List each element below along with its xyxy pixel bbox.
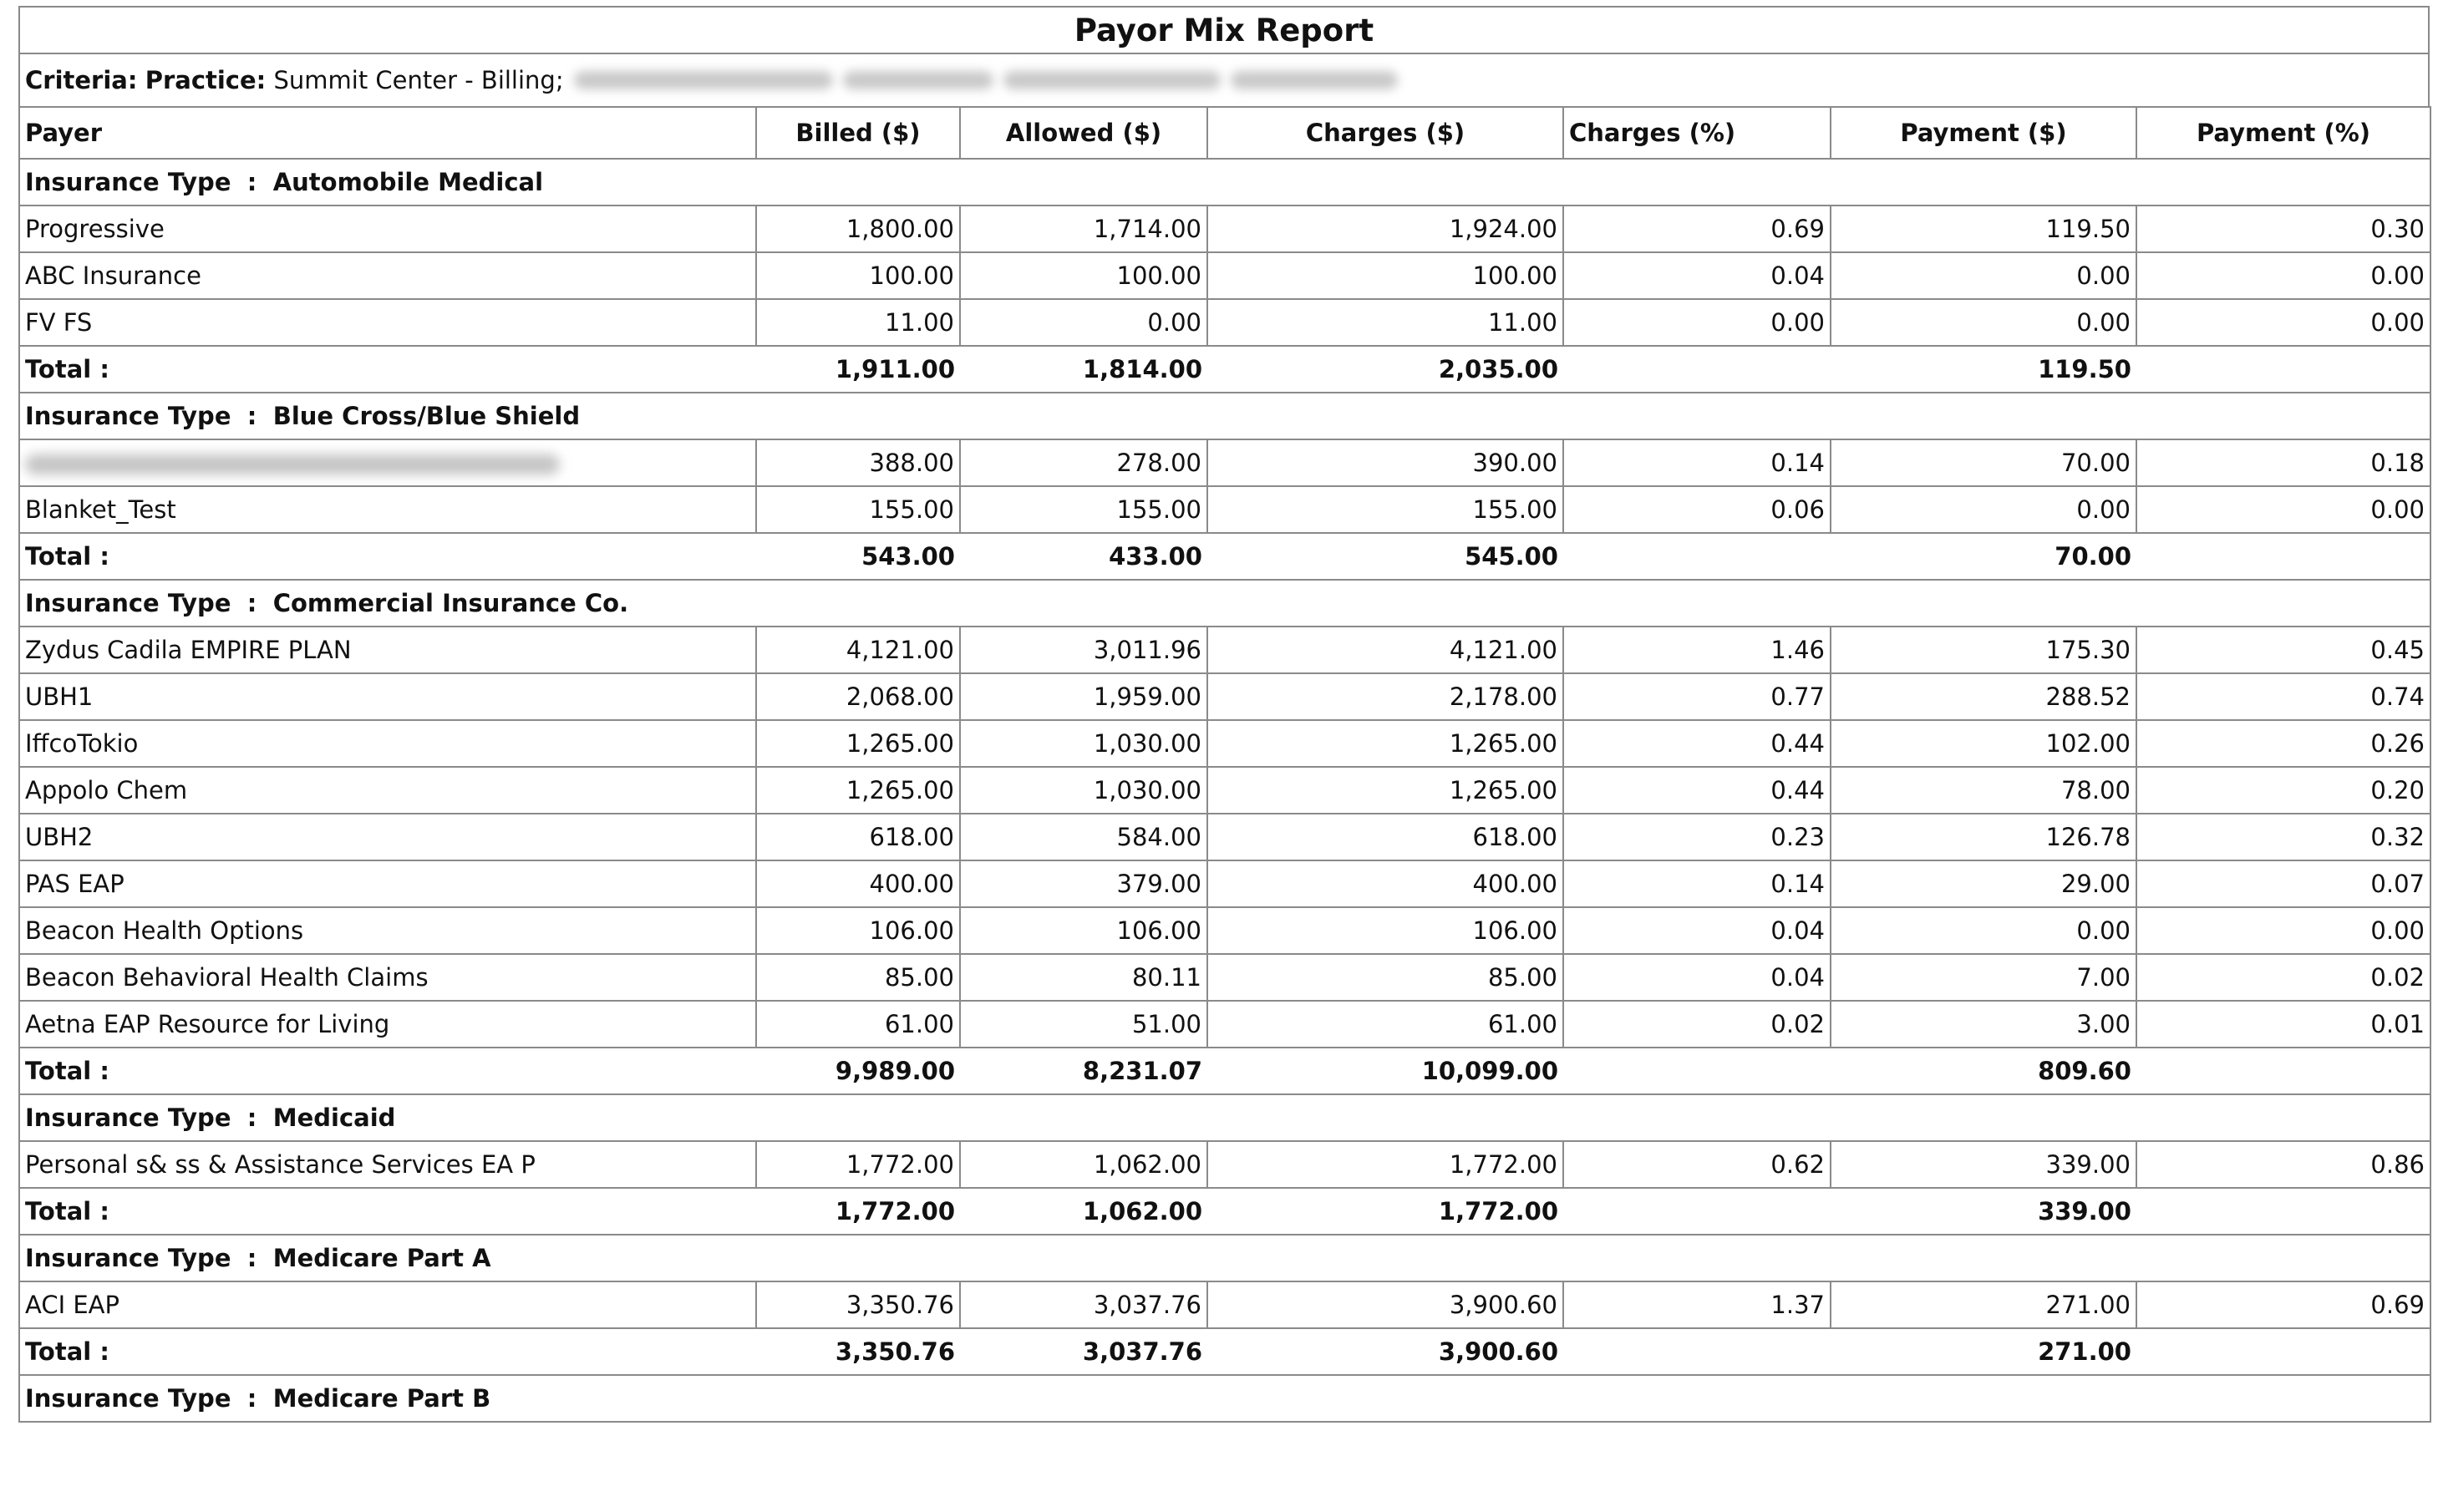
table-row bbox=[19, 1001, 2430, 1048]
payor-mix-report bbox=[18, 6, 2430, 1423]
allowed-cell: 1,714.00 bbox=[960, 205, 1207, 252]
billed-cell: 3,350.76 bbox=[756, 1281, 960, 1328]
payer-cell: Appolo Chem bbox=[19, 767, 756, 814]
allowed-cell: 584.00 bbox=[960, 814, 1207, 860]
total-row bbox=[19, 346, 2430, 393]
payer-cell: Zydus Cadila EMPIRE PLAN bbox=[19, 627, 756, 673]
group-header bbox=[19, 159, 2430, 205]
table-row bbox=[19, 205, 2430, 252]
col-header-payment[interactable]: Payment ($) bbox=[1831, 107, 2136, 159]
redacted-payer bbox=[25, 454, 560, 474]
payment-cell: 70.00 bbox=[1831, 439, 2136, 486]
allowed-cell: 379.00 bbox=[960, 860, 1207, 907]
total-billed-cell: 9,989.00 bbox=[756, 1048, 960, 1094]
payer-cell: FV FS bbox=[19, 299, 756, 346]
billed-cell: 618.00 bbox=[756, 814, 960, 860]
charges-cell: 3,900.60 bbox=[1207, 1281, 1563, 1328]
charges-pct-cell: 0.44 bbox=[1563, 767, 1831, 814]
group-header bbox=[19, 1235, 2430, 1281]
group-separator: : bbox=[246, 1384, 257, 1413]
billed-cell: 1,800.00 bbox=[756, 205, 960, 252]
payer-cell: Blanket_Test bbox=[19, 486, 756, 533]
charges-pct-cell: 0.77 bbox=[1563, 673, 1831, 720]
payment-cell: 3.00 bbox=[1831, 1001, 2136, 1048]
billed-cell: 388.00 bbox=[756, 439, 960, 486]
report-body bbox=[19, 159, 2430, 1422]
payor-mix-table bbox=[18, 106, 2431, 1423]
table-row bbox=[19, 299, 2430, 346]
charges-cell: 1,772.00 bbox=[1207, 1141, 1563, 1188]
table-row bbox=[19, 814, 2430, 860]
total-allowed-cell: 1,814.00 bbox=[960, 346, 1207, 393]
group-header-row bbox=[19, 1094, 2430, 1141]
payer-cell: Beacon Behavioral Health Claims bbox=[19, 954, 756, 1001]
criteria-label: Criteria: bbox=[25, 66, 138, 94]
total-empty-cell bbox=[2136, 533, 2430, 580]
table-row bbox=[19, 673, 2430, 720]
payment-pct-cell: 0.07 bbox=[2136, 860, 2430, 907]
charges-cell: 1,265.00 bbox=[1207, 767, 1563, 814]
charges-cell: 1,924.00 bbox=[1207, 205, 1563, 252]
col-header-charges[interactable]: Charges ($) bbox=[1207, 107, 1563, 159]
total-label: Total : bbox=[19, 1048, 756, 1094]
total-allowed-cell: 8,231.07 bbox=[960, 1048, 1207, 1094]
charges-pct-cell: 0.06 bbox=[1563, 486, 1831, 533]
payer-cell: UBH1 bbox=[19, 673, 756, 720]
table-row bbox=[19, 860, 2430, 907]
total-billed-cell: 1,772.00 bbox=[756, 1188, 960, 1235]
total-billed-cell: 3,350.76 bbox=[756, 1328, 960, 1375]
total-empty-cell bbox=[2136, 1328, 2430, 1375]
billed-cell: 400.00 bbox=[756, 860, 960, 907]
allowed-cell: 100.00 bbox=[960, 252, 1207, 299]
payer-cell: ACI EAP bbox=[19, 1281, 756, 1328]
group-name: Medicare Part B bbox=[272, 1384, 491, 1413]
charges-pct-cell: 0.00 bbox=[1563, 299, 1831, 346]
total-charges-cell: 1,772.00 bbox=[1207, 1188, 1563, 1235]
payment-cell: 0.00 bbox=[1831, 252, 2136, 299]
charges-pct-cell: 0.04 bbox=[1563, 907, 1831, 954]
group-header bbox=[19, 1375, 2430, 1422]
group-header-row bbox=[19, 159, 2430, 205]
payer-cell: ABC Insurance bbox=[19, 252, 756, 299]
col-header-allowed[interactable]: Allowed ($) bbox=[960, 107, 1207, 159]
group-name: Blue Cross/Blue Shield bbox=[272, 402, 581, 430]
payment-cell: 78.00 bbox=[1831, 767, 2136, 814]
payment-cell: 0.00 bbox=[1831, 907, 2136, 954]
allowed-cell: 1,030.00 bbox=[960, 767, 1207, 814]
group-name: Medicare Part A bbox=[272, 1244, 491, 1272]
table-row bbox=[19, 486, 2430, 533]
total-charges-cell: 10,099.00 bbox=[1207, 1048, 1563, 1094]
total-allowed-cell: 1,062.00 bbox=[960, 1188, 1207, 1235]
group-header bbox=[19, 580, 2430, 627]
payer-cell bbox=[19, 439, 756, 486]
payment-cell: 339.00 bbox=[1831, 1141, 2136, 1188]
payment-cell: 119.50 bbox=[1831, 205, 2136, 252]
payment-pct-cell: 0.30 bbox=[2136, 205, 2430, 252]
charges-pct-cell: 0.04 bbox=[1563, 252, 1831, 299]
group-separator: : bbox=[246, 1104, 257, 1132]
redacted-criteria bbox=[1231, 71, 1398, 89]
group-separator: : bbox=[246, 402, 257, 430]
payment-cell: 271.00 bbox=[1831, 1281, 2136, 1328]
charges-cell: 100.00 bbox=[1207, 252, 1563, 299]
total-label: Total : bbox=[19, 1188, 756, 1235]
charges-cell: 61.00 bbox=[1207, 1001, 1563, 1048]
payment-pct-cell: 0.32 bbox=[2136, 814, 2430, 860]
payment-pct-cell: 0.00 bbox=[2136, 299, 2430, 346]
charges-cell: 390.00 bbox=[1207, 439, 1563, 486]
payment-cell: 126.78 bbox=[1831, 814, 2136, 860]
payment-pct-cell: 0.74 bbox=[2136, 673, 2430, 720]
payer-cell: Personal s& ss & Assistance Services EA P bbox=[19, 1141, 756, 1188]
charges-cell: 400.00 bbox=[1207, 860, 1563, 907]
allowed-cell: 51.00 bbox=[960, 1001, 1207, 1048]
billed-cell: 4,121.00 bbox=[756, 627, 960, 673]
payment-cell: 29.00 bbox=[1831, 860, 2136, 907]
total-row bbox=[19, 533, 2430, 580]
charges-pct-cell: 0.23 bbox=[1563, 814, 1831, 860]
charges-cell: 618.00 bbox=[1207, 814, 1563, 860]
total-charges-cell: 2,035.00 bbox=[1207, 346, 1563, 393]
charges-cell: 11.00 bbox=[1207, 299, 1563, 346]
group-header-row bbox=[19, 393, 2430, 439]
total-charges-cell: 3,900.60 bbox=[1207, 1328, 1563, 1375]
payment-pct-cell: 0.20 bbox=[2136, 767, 2430, 814]
total-empty-cell bbox=[1563, 533, 1831, 580]
allowed-cell: 155.00 bbox=[960, 486, 1207, 533]
col-header-payer[interactable]: Payer bbox=[19, 107, 756, 159]
allowed-cell: 1,959.00 bbox=[960, 673, 1207, 720]
total-empty-cell bbox=[2136, 346, 2430, 393]
total-billed-cell: 543.00 bbox=[756, 533, 960, 580]
group-prefix: Insurance Type bbox=[25, 402, 231, 430]
col-header-billed[interactable]: Billed ($) bbox=[756, 107, 960, 159]
payer-cell: Beacon Health Options bbox=[19, 907, 756, 954]
practice-value: Summit Center - Billing; bbox=[273, 66, 564, 94]
table-row bbox=[19, 439, 2430, 486]
table-row bbox=[19, 252, 2430, 299]
billed-cell: 11.00 bbox=[756, 299, 960, 346]
allowed-cell: 80.11 bbox=[960, 954, 1207, 1001]
payment-cell: 7.00 bbox=[1831, 954, 2136, 1001]
criteria-bar bbox=[18, 53, 2430, 106]
total-label: Total : bbox=[19, 1328, 756, 1375]
charges-pct-cell: 1.37 bbox=[1563, 1281, 1831, 1328]
total-payment-cell: 70.00 bbox=[1831, 533, 2136, 580]
total-empty-cell bbox=[2136, 1188, 2430, 1235]
charges-pct-cell: 0.62 bbox=[1563, 1141, 1831, 1188]
charges-cell: 155.00 bbox=[1207, 486, 1563, 533]
billed-cell: 2,068.00 bbox=[756, 673, 960, 720]
group-name: Automobile Medical bbox=[272, 168, 544, 196]
total-payment-cell: 271.00 bbox=[1831, 1328, 2136, 1375]
total-empty-cell bbox=[1563, 346, 1831, 393]
allowed-cell: 106.00 bbox=[960, 907, 1207, 954]
total-billed-cell: 1,911.00 bbox=[756, 346, 960, 393]
payment-pct-cell: 0.26 bbox=[2136, 720, 2430, 767]
group-header bbox=[19, 1094, 2430, 1141]
payment-pct-cell: 0.00 bbox=[2136, 486, 2430, 533]
group-prefix: Insurance Type bbox=[25, 168, 231, 196]
payer-cell: UBH2 bbox=[19, 814, 756, 860]
billed-cell: 1,265.00 bbox=[756, 720, 960, 767]
billed-cell: 1,772.00 bbox=[756, 1141, 960, 1188]
billed-cell: 1,265.00 bbox=[756, 767, 960, 814]
group-prefix: Insurance Type bbox=[25, 1104, 231, 1132]
table-row bbox=[19, 720, 2430, 767]
charges-pct-cell: 0.69 bbox=[1563, 205, 1831, 252]
report-title: Payor Mix Report bbox=[18, 6, 2430, 53]
total-row bbox=[19, 1328, 2430, 1375]
payment-cell: 0.00 bbox=[1831, 299, 2136, 346]
group-separator: : bbox=[246, 589, 257, 617]
payment-pct-cell: 0.86 bbox=[2136, 1141, 2430, 1188]
total-payment-cell: 339.00 bbox=[1831, 1188, 2136, 1235]
group-separator: : bbox=[246, 168, 257, 196]
redacted-criteria bbox=[1003, 71, 1221, 89]
payment-pct-cell: 0.01 bbox=[2136, 1001, 2430, 1048]
charges-cell: 4,121.00 bbox=[1207, 627, 1563, 673]
total-row bbox=[19, 1188, 2430, 1235]
total-empty-cell bbox=[1563, 1048, 1831, 1094]
charges-cell: 2,178.00 bbox=[1207, 673, 1563, 720]
payment-pct-cell: 0.02 bbox=[2136, 954, 2430, 1001]
practice-label: Practice: bbox=[145, 66, 267, 94]
payment-pct-cell: 0.18 bbox=[2136, 439, 2430, 486]
payer-cell: Aetna EAP Resource for Living bbox=[19, 1001, 756, 1048]
allowed-cell: 1,030.00 bbox=[960, 720, 1207, 767]
group-name: Commercial Insurance Co. bbox=[272, 589, 629, 617]
header-row bbox=[19, 107, 2430, 159]
col-header-payment-pct[interactable]: Payment (%) bbox=[2136, 107, 2430, 159]
total-charges-cell: 545.00 bbox=[1207, 533, 1563, 580]
charges-pct-cell: 0.04 bbox=[1563, 954, 1831, 1001]
payer-cell: Progressive bbox=[19, 205, 756, 252]
billed-cell: 100.00 bbox=[756, 252, 960, 299]
total-empty-cell bbox=[1563, 1328, 1831, 1375]
payment-pct-cell: 0.00 bbox=[2136, 907, 2430, 954]
table-row bbox=[19, 907, 2430, 954]
table-row bbox=[19, 627, 2430, 673]
allowed-cell: 3,037.76 bbox=[960, 1281, 1207, 1328]
payment-cell: 288.52 bbox=[1831, 673, 2136, 720]
payer-cell: PAS EAP bbox=[19, 860, 756, 907]
total-allowed-cell: 3,037.76 bbox=[960, 1328, 1207, 1375]
group-header bbox=[19, 393, 2430, 439]
charges-cell: 106.00 bbox=[1207, 907, 1563, 954]
group-header-row bbox=[19, 1235, 2430, 1281]
billed-cell: 155.00 bbox=[756, 486, 960, 533]
group-prefix: Insurance Type bbox=[25, 1384, 231, 1413]
group-name: Medicaid bbox=[272, 1104, 396, 1132]
total-empty-cell bbox=[2136, 1048, 2430, 1094]
group-header-row bbox=[19, 1375, 2430, 1422]
charges-pct-cell: 0.02 bbox=[1563, 1001, 1831, 1048]
payer-cell: IffcoTokio bbox=[19, 720, 756, 767]
allowed-cell: 3,011.96 bbox=[960, 627, 1207, 673]
total-allowed-cell: 433.00 bbox=[960, 533, 1207, 580]
allowed-cell: 1,062.00 bbox=[960, 1141, 1207, 1188]
charges-pct-cell: 1.46 bbox=[1563, 627, 1831, 673]
charges-pct-cell: 0.44 bbox=[1563, 720, 1831, 767]
group-separator: : bbox=[246, 1244, 257, 1272]
group-header-row bbox=[19, 580, 2430, 627]
total-empty-cell bbox=[1563, 1188, 1831, 1235]
payment-cell: 0.00 bbox=[1831, 486, 2136, 533]
payment-pct-cell: 0.00 bbox=[2136, 252, 2430, 299]
total-row bbox=[19, 1048, 2430, 1094]
total-label: Total : bbox=[19, 533, 756, 580]
total-label: Total : bbox=[19, 346, 756, 393]
billed-cell: 61.00 bbox=[756, 1001, 960, 1048]
total-payment-cell: 119.50 bbox=[1831, 346, 2136, 393]
col-header-charges-pct[interactable]: Charges (%) bbox=[1563, 107, 1831, 159]
payment-pct-cell: 0.69 bbox=[2136, 1281, 2430, 1328]
billed-cell: 106.00 bbox=[756, 907, 960, 954]
charges-cell: 85.00 bbox=[1207, 954, 1563, 1001]
table-row bbox=[19, 767, 2430, 814]
group-prefix: Insurance Type bbox=[25, 1244, 231, 1272]
group-prefix: Insurance Type bbox=[25, 589, 231, 617]
allowed-cell: 0.00 bbox=[960, 299, 1207, 346]
allowed-cell: 278.00 bbox=[960, 439, 1207, 486]
charges-pct-cell: 0.14 bbox=[1563, 439, 1831, 486]
redacted-criteria bbox=[843, 71, 993, 89]
total-payment-cell: 809.60 bbox=[1831, 1048, 2136, 1094]
redacted-criteria bbox=[574, 71, 833, 89]
table-row bbox=[19, 1281, 2430, 1328]
payment-cell: 102.00 bbox=[1831, 720, 2136, 767]
charges-cell: 1,265.00 bbox=[1207, 720, 1563, 767]
payment-pct-cell: 0.45 bbox=[2136, 627, 2430, 673]
charges-pct-cell: 0.14 bbox=[1563, 860, 1831, 907]
table-row bbox=[19, 1141, 2430, 1188]
billed-cell: 85.00 bbox=[756, 954, 960, 1001]
payment-cell: 175.30 bbox=[1831, 627, 2136, 673]
table-row bbox=[19, 954, 2430, 1001]
